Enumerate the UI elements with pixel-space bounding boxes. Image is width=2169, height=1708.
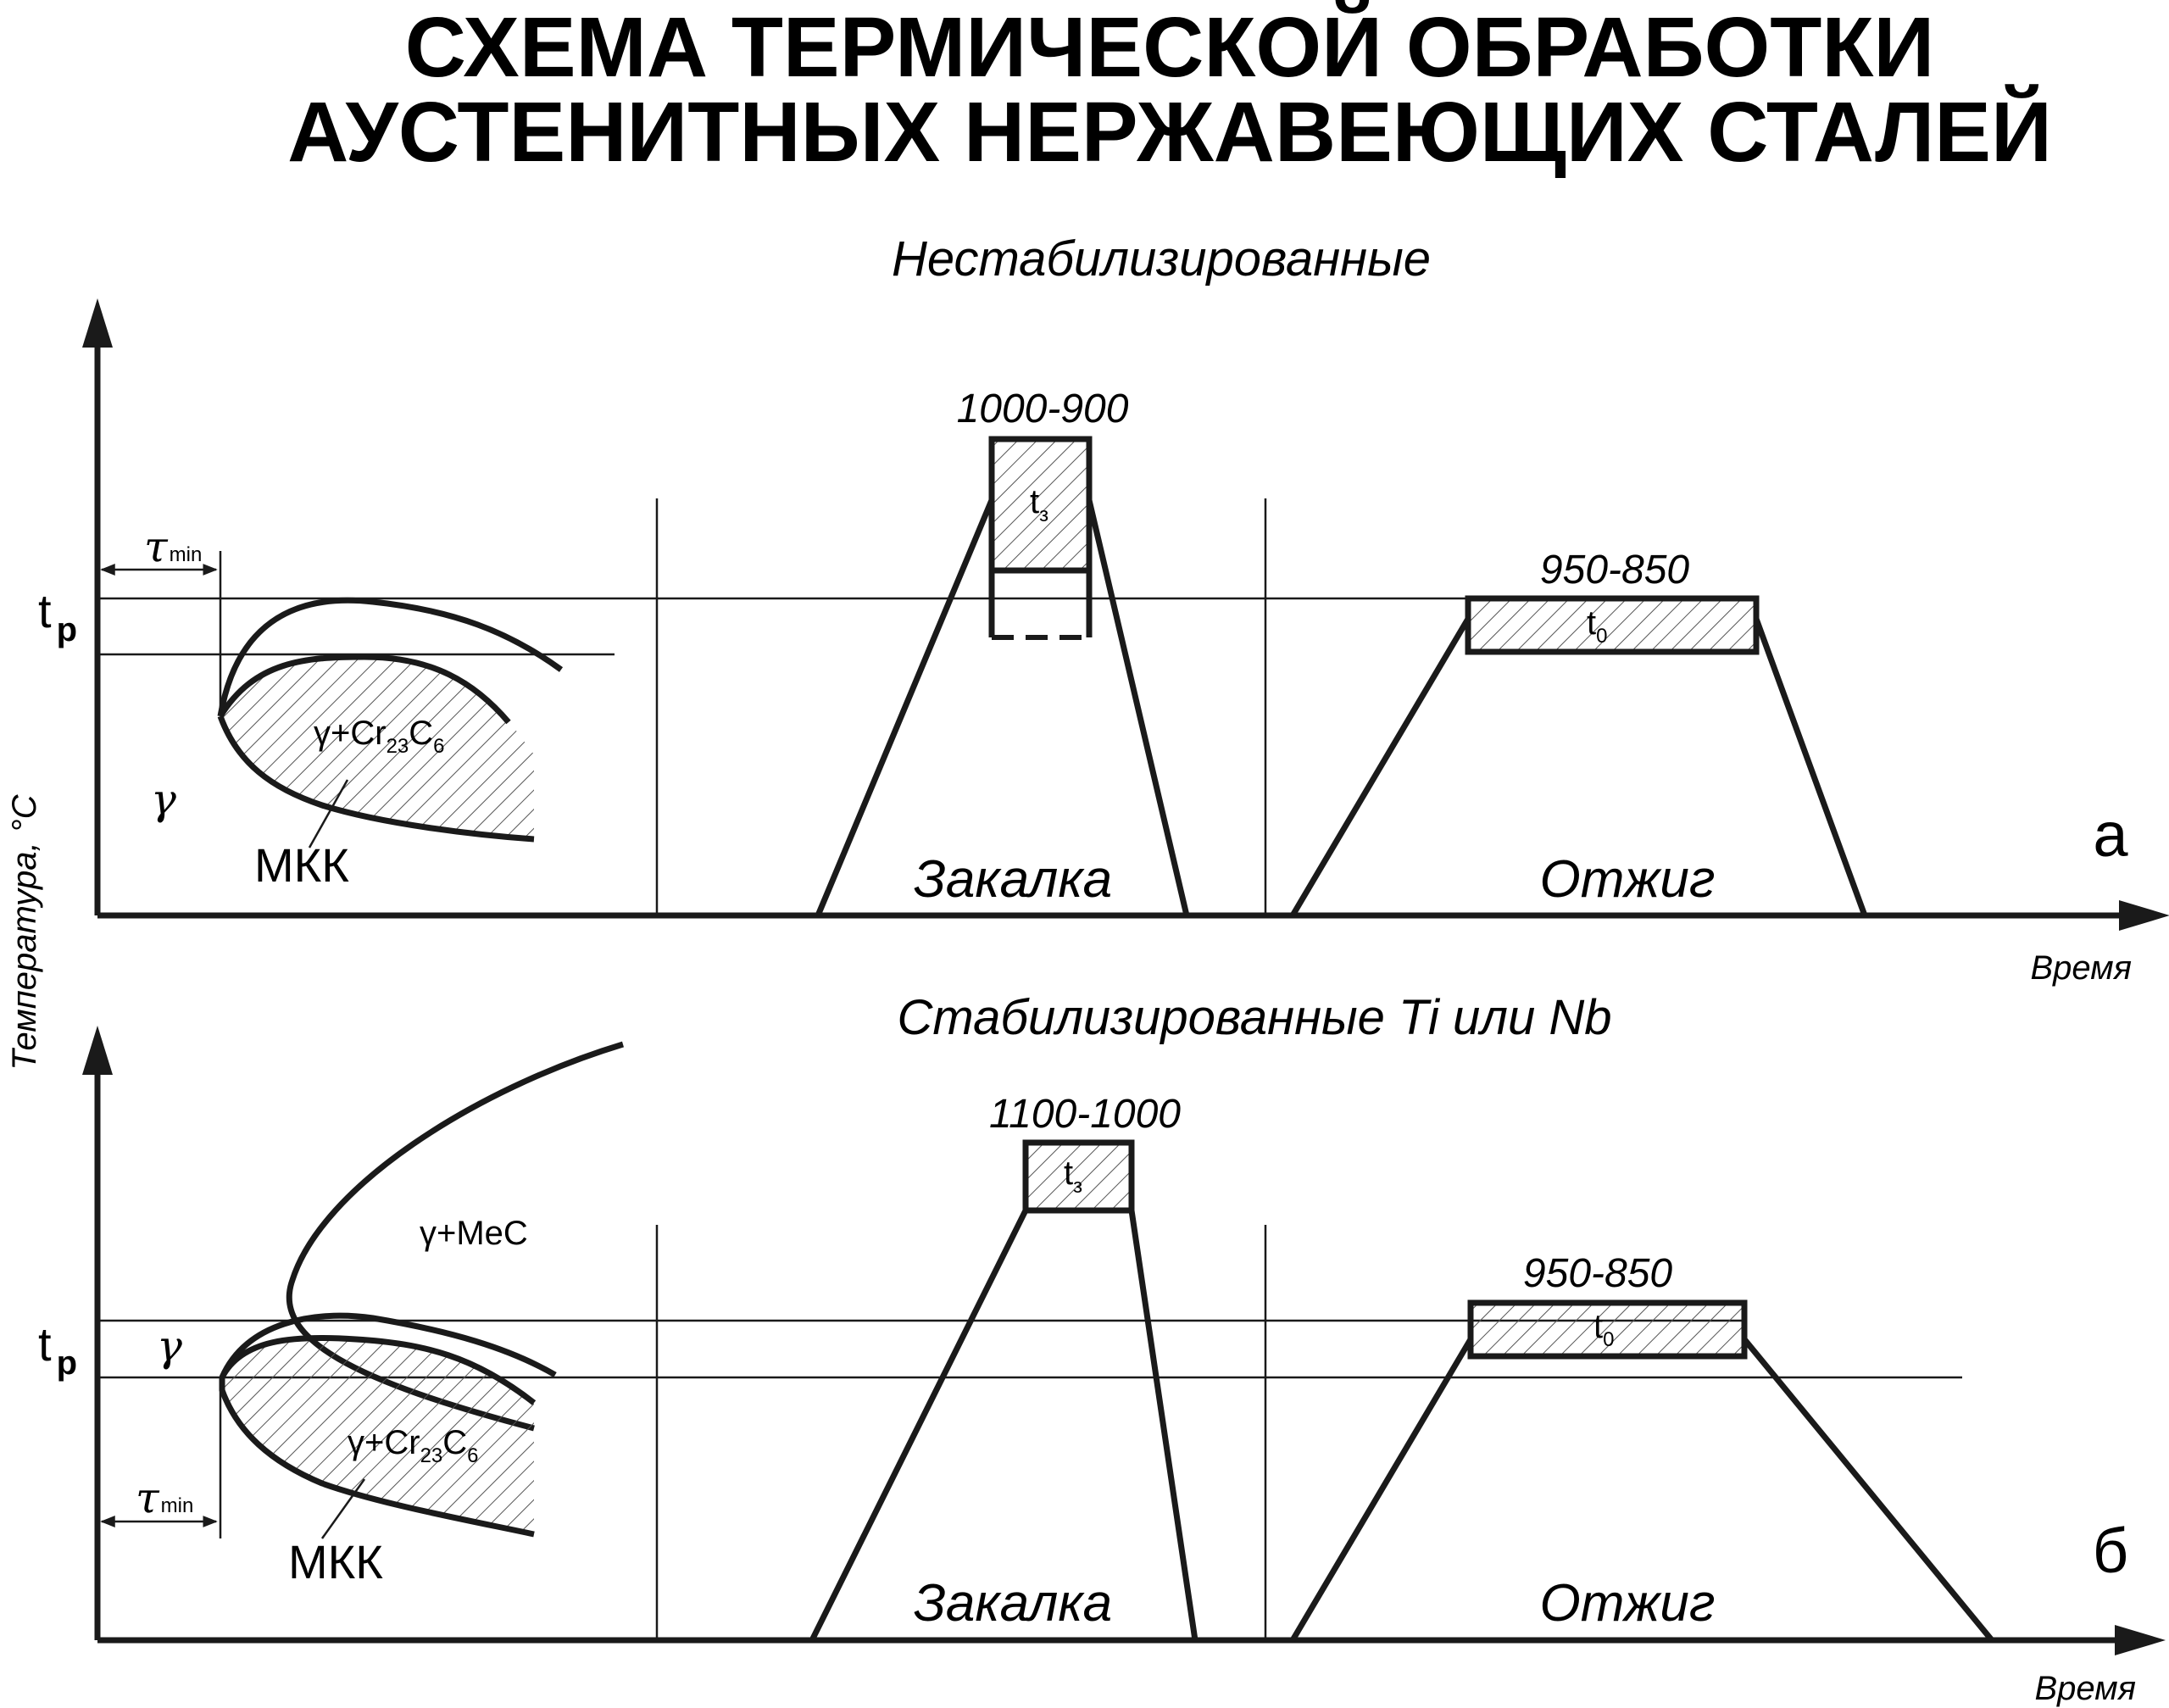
panel-b-anneal-label: Отжиг [1539,1574,1716,1633]
panel-b-mkk-label: МКК [288,1535,383,1588]
panel-a-quench-label: Закалка [913,850,1113,909]
panel-b-x-arrow [2115,1625,2166,1655]
panel-b-anneal-symbol: $t_0$ [1593,1308,1615,1351]
panel-b-mec-label: γ+MeC [420,1215,528,1252]
panel-a-carbide-label: $\gamma+Cr_{23}C_6$ [314,715,445,758]
panel-a-subtitle: Нестабилизированные [891,231,1432,287]
panel-a [38,231,2169,987]
panel-a-time-label: Время [2030,949,2132,987]
panel-a-letter: а [2093,799,2128,870]
panel-b-letter: б [2092,1516,2129,1586]
panel-b-time-label: Время [2034,1670,2136,1707]
panel-a-gamma-label: γ [151,775,176,824]
panel-b-carbide-label: $\gamma+Cr_{23}C_6$ [348,1424,479,1467]
panel-a-anneal-range: 950-850 [1539,548,1690,593]
panel-b [38,990,2166,1707]
panel-a-quench-symbol: $t_з$ [1030,483,1049,526]
panel-a-anneal-hold-box [1468,598,1756,652]
panel-b-quench-label: Закалка [913,1574,1113,1633]
title-line-1: СХЕМА ТЕРМИЧЕСКОЙ ОБРАБОТКИ [404,0,1935,95]
panel-a-tau-label: τmin [144,522,203,571]
title-line-2: АУСТЕНИТНЫХ НЕРЖАВЕЮЩИХ СТАЛЕЙ [287,85,2052,180]
panel-b-anneal-range: 950-850 [1522,1251,1673,1296]
panel-a-quench-range: 1000-900 [956,387,1129,431]
panel-b-tau-label: τmin [136,1473,194,1522]
y-axis-label: Температура, °С [6,794,43,1071]
panel-a-y-arrow [82,298,113,348]
panel-a-quench-lower-box [992,570,1089,637]
panel-a-anneal-symbol: $t_0$ [1587,604,1608,648]
panel-a-tp-label: t $_р$ [38,584,77,648]
panel-b-y-arrow [82,1026,113,1075]
panel-b-quench-symbol: $t_з$ [1064,1154,1083,1198]
panel-b-subtitle: Стабилизированные Ti или Nb [897,990,1612,1045]
panel-a-mkk-label: МКК [254,838,349,892]
panel-b-quench-range: 1100-1000 [989,1092,1181,1137]
panel-b-gamma-label: γ [157,1321,182,1371]
panel-a-anneal-label: Отжиг [1539,850,1716,909]
panel-a-x-arrow [2119,900,2169,931]
panel-b-tp-label: t $_р$ [38,1317,77,1382]
